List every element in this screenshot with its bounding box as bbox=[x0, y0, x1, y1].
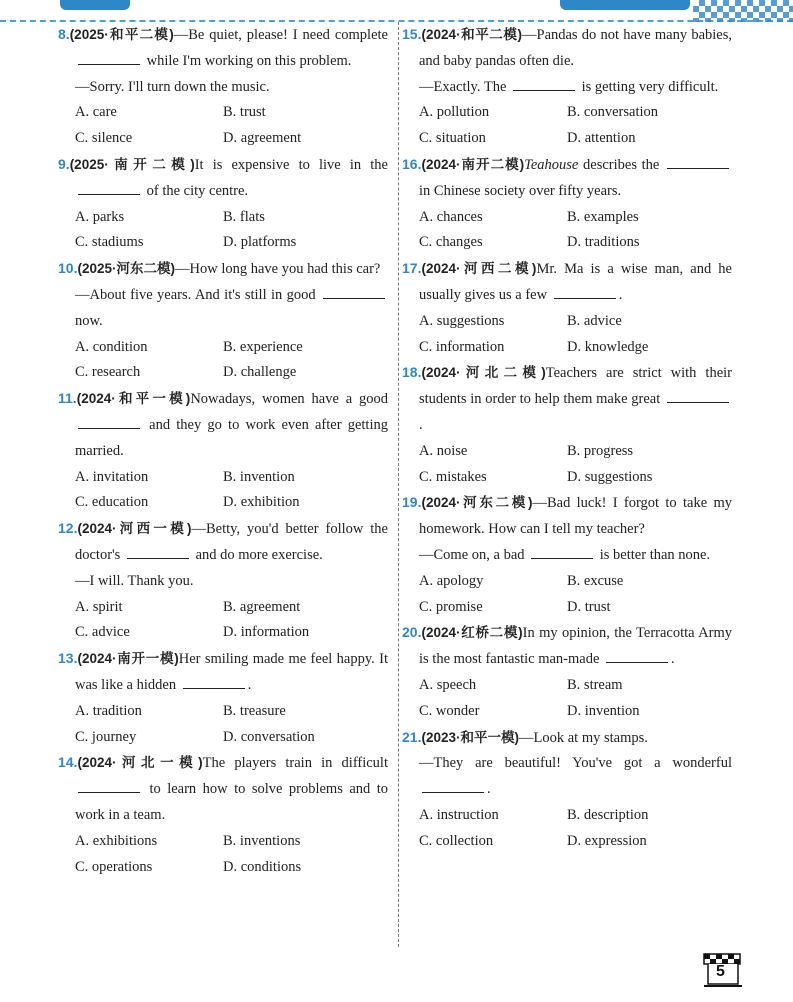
answer-blank[interactable] bbox=[323, 286, 385, 299]
answer-option[interactable]: A. invitation bbox=[75, 468, 149, 485]
question-stem bbox=[58, 386, 388, 464]
answer-option[interactable]: A. parks bbox=[75, 208, 125, 225]
question-stem bbox=[402, 256, 732, 309]
question-text: —How long have you had this car? bbox=[175, 261, 381, 278]
question-stem bbox=[402, 360, 732, 438]
question-number: 16. bbox=[402, 155, 422, 172]
answer-option[interactable]: B. conversation bbox=[567, 104, 659, 121]
answer-option[interactable]: B. experience bbox=[223, 338, 303, 355]
question-source: (2024·和平一模) bbox=[76, 391, 191, 407]
answer-option[interactable]: D. trust bbox=[567, 598, 611, 615]
question-stem bbox=[402, 22, 732, 100]
question-text: —Come on, a bad bbox=[419, 546, 529, 563]
question-source: (2024·河西二模) bbox=[421, 261, 537, 277]
answer-blank[interactable] bbox=[78, 780, 140, 793]
question-text: In my opinion, the Terracotta Army is the most fantastic man-made bbox=[419, 625, 732, 668]
answer-blank[interactable] bbox=[78, 416, 140, 429]
answer-option[interactable]: C. stadiums bbox=[75, 234, 144, 251]
answer-option[interactable]: B. description bbox=[567, 806, 649, 823]
question-item bbox=[58, 152, 388, 256]
answer-option[interactable]: C. mistakes bbox=[419, 468, 487, 485]
question-text: . bbox=[419, 416, 423, 433]
question-text: and they go to work even after getting married. bbox=[75, 416, 388, 459]
question-source: (2023·和平一模) bbox=[421, 729, 519, 745]
question-source: (2024·河西一模) bbox=[77, 521, 192, 537]
question-text: Teahouse bbox=[524, 156, 579, 173]
question-stem bbox=[402, 725, 732, 803]
answer-option[interactable]: A. condition bbox=[75, 338, 148, 355]
question-number: 8. bbox=[58, 26, 70, 42]
question-text: while I'm working on this problem. bbox=[143, 52, 352, 69]
checkered-flag-decoration bbox=[693, 0, 793, 22]
answer-option[interactable]: D. traditions bbox=[567, 234, 640, 251]
question-stem bbox=[402, 152, 732, 205]
answer-options bbox=[402, 803, 732, 855]
question-source: (2024·河北一模) bbox=[77, 755, 203, 771]
question-text: Mr. Ma is a wise man, and he usually gives us a few bbox=[419, 261, 732, 303]
question-source: (2025·河东二模) bbox=[77, 261, 175, 277]
question-number: 12. bbox=[58, 520, 78, 537]
question-number: 21. bbox=[402, 728, 422, 745]
question-stem bbox=[58, 646, 388, 699]
answer-options bbox=[402, 569, 732, 621]
answer-option[interactable]: D. knowledge bbox=[567, 338, 649, 355]
question-text: It is expensive to live in the bbox=[194, 156, 388, 173]
answer-option[interactable]: A. spirit bbox=[75, 598, 123, 615]
question-source: (2024·和平二模) bbox=[421, 27, 522, 42]
answer-option[interactable]: B. advice bbox=[567, 312, 622, 329]
question-text: —Sorry. I'll turn down the music. bbox=[75, 78, 270, 95]
answer-option[interactable]: D. attention bbox=[567, 130, 636, 147]
question-item bbox=[58, 22, 388, 152]
question-item bbox=[58, 646, 388, 750]
answer-option[interactable]: C. wonder bbox=[419, 702, 480, 719]
question-text: is getting very difficult. bbox=[578, 78, 719, 95]
answer-options bbox=[402, 309, 732, 361]
question-number: 13. bbox=[58, 650, 78, 667]
question-source: (2024·河北二模) bbox=[421, 365, 546, 381]
question-text: in Chinese society over fifty years. bbox=[419, 182, 622, 199]
page-number: 5 bbox=[716, 963, 725, 980]
question-text: —They are beautiful! You've got a wonderful bbox=[419, 755, 732, 772]
left-question-column bbox=[58, 22, 388, 880]
answer-option[interactable]: D. agreement bbox=[223, 130, 302, 147]
question-stem bbox=[58, 516, 388, 594]
question-text: describes the bbox=[578, 156, 664, 173]
question-item bbox=[58, 516, 388, 646]
answer-option[interactable]: B. examples bbox=[567, 208, 639, 225]
question-item bbox=[402, 490, 732, 620]
answer-option[interactable]: A. suggestions bbox=[419, 312, 505, 329]
question-stem bbox=[58, 256, 388, 334]
question-source: (2024·红桥二模) bbox=[421, 625, 523, 641]
answer-option[interactable]: D. information bbox=[223, 624, 310, 641]
question-stem bbox=[58, 22, 388, 100]
question-text: Teachers are strict with their students in order to help them make great bbox=[419, 365, 732, 408]
answer-option[interactable]: A. chances bbox=[419, 208, 483, 225]
answer-option[interactable]: D. suggestions bbox=[567, 468, 653, 485]
answer-option[interactable]: A. tradition bbox=[75, 702, 142, 719]
column-divider bbox=[398, 22, 399, 947]
header-tab-left bbox=[60, 0, 130, 10]
question-stem bbox=[402, 490, 732, 568]
question-text: . bbox=[671, 651, 675, 668]
question-item bbox=[402, 725, 732, 855]
question-number: 15. bbox=[402, 26, 422, 42]
header-bar bbox=[0, 0, 793, 22]
question-text: —About five years. And it's still in good bbox=[75, 286, 320, 303]
question-text: The players train in difficult bbox=[202, 755, 388, 772]
answer-blank[interactable] bbox=[78, 52, 140, 65]
answer-option[interactable]: C. changes bbox=[419, 234, 483, 251]
answer-option[interactable]: B. progress bbox=[567, 442, 634, 459]
answer-option[interactable]: B. excuse bbox=[567, 572, 624, 589]
question-number: 18. bbox=[402, 364, 422, 381]
answer-blank[interactable] bbox=[606, 650, 668, 663]
answer-options bbox=[58, 335, 388, 387]
answer-option[interactable]: A. pollution bbox=[419, 104, 490, 121]
question-source: (2025·南开二模) bbox=[69, 156, 195, 172]
question-text: —Pandas do not have many babies, and baby pandas often die. bbox=[419, 27, 732, 69]
question-text: now. bbox=[75, 312, 103, 329]
question-item bbox=[58, 386, 388, 516]
question-text: Nowadays, women have a good bbox=[190, 391, 388, 408]
answer-options bbox=[58, 100, 388, 152]
answer-option[interactable]: B. inventions bbox=[223, 832, 301, 849]
answer-option[interactable]: A. noise bbox=[419, 442, 468, 459]
answer-option[interactable]: D. conditions bbox=[223, 858, 302, 875]
question-text: and do more exercise. bbox=[191, 546, 323, 563]
answer-option[interactable]: C. information bbox=[419, 338, 505, 355]
answer-options bbox=[58, 595, 388, 647]
answer-options bbox=[402, 439, 732, 491]
question-number: 17. bbox=[402, 260, 422, 277]
question-item bbox=[402, 152, 732, 256]
answer-blank[interactable] bbox=[531, 546, 593, 559]
answer-options bbox=[58, 465, 388, 517]
answer-option[interactable]: A. apology bbox=[419, 572, 484, 589]
question-item bbox=[402, 360, 732, 490]
answer-options bbox=[402, 205, 732, 257]
question-stem bbox=[58, 152, 388, 205]
question-source: (2024·南开二模) bbox=[421, 156, 525, 172]
right-question-column bbox=[402, 22, 732, 855]
question-source: (2025·和平二模) bbox=[69, 27, 174, 42]
question-item bbox=[58, 256, 388, 386]
answer-option[interactable]: B. stream bbox=[567, 676, 623, 693]
page-number-badge bbox=[702, 952, 746, 988]
answer-blank[interactable] bbox=[667, 390, 729, 403]
question-item bbox=[402, 620, 732, 724]
answer-options bbox=[402, 100, 732, 152]
question-number: 20. bbox=[402, 624, 422, 641]
answer-option[interactable]: C. operations bbox=[75, 858, 153, 875]
answer-option[interactable]: C. education bbox=[75, 494, 149, 511]
question-item bbox=[402, 256, 732, 360]
answer-option[interactable]: C. journey bbox=[75, 728, 137, 745]
question-item bbox=[402, 22, 732, 152]
question-text: . bbox=[247, 676, 252, 693]
answer-option[interactable]: D. challenge bbox=[223, 364, 297, 381]
answer-options bbox=[402, 673, 732, 725]
question-text: is better than none. bbox=[596, 546, 711, 563]
question-text: —Be quiet, please! I need complete bbox=[173, 27, 388, 43]
answer-options bbox=[58, 829, 388, 881]
question-number: 11. bbox=[58, 390, 77, 407]
answer-blank[interactable] bbox=[513, 78, 575, 91]
answer-option[interactable]: A. speech bbox=[419, 676, 477, 693]
answer-option[interactable]: C. silence bbox=[75, 130, 133, 147]
answer-option[interactable]: D. conversation bbox=[223, 728, 315, 745]
answer-option[interactable]: D. platforms bbox=[223, 234, 297, 251]
answer-option[interactable]: B. trust bbox=[223, 104, 266, 121]
answer-option[interactable]: C. situation bbox=[419, 130, 486, 147]
answer-option[interactable]: B. treasure bbox=[223, 702, 286, 719]
question-text: . bbox=[487, 781, 491, 798]
answer-option[interactable]: A. care bbox=[75, 104, 117, 121]
question-text: . bbox=[618, 286, 623, 303]
header-tab-right bbox=[560, 0, 690, 10]
question-source: (2024·南开一模) bbox=[77, 651, 179, 667]
answer-option[interactable]: A. exhibitions bbox=[75, 832, 158, 849]
answer-option[interactable]: B. invention bbox=[223, 468, 295, 485]
question-item bbox=[58, 750, 388, 880]
question-text: —Look at my stamps. bbox=[519, 729, 648, 746]
answer-options bbox=[58, 205, 388, 257]
question-stem bbox=[402, 620, 732, 673]
answer-blank[interactable] bbox=[183, 676, 245, 689]
question-number: 19. bbox=[402, 494, 422, 511]
question-text: Her smiling made me feel happy. It was like a hidden bbox=[75, 651, 388, 693]
answer-blank[interactable] bbox=[667, 156, 729, 169]
question-number: 10. bbox=[58, 260, 78, 277]
answer-option[interactable]: C. research bbox=[75, 364, 141, 381]
question-text: —Exactly. The bbox=[419, 78, 511, 95]
question-text: —Bad luck! I forgot to take my homework. How can I tell my teacher? bbox=[419, 495, 732, 538]
answer-option[interactable]: D. invention bbox=[567, 702, 640, 719]
question-text: —Betty, you'd better follow the doctor's bbox=[75, 521, 388, 563]
answer-option[interactable]: D. expression bbox=[567, 832, 647, 849]
answer-options bbox=[58, 699, 388, 751]
answer-blank[interactable] bbox=[127, 546, 189, 559]
answer-option[interactable]: D. exhibition bbox=[223, 494, 300, 511]
question-text: to learn how to solve problems and to work in a team. bbox=[75, 781, 388, 823]
question-stem bbox=[58, 750, 388, 828]
answer-option[interactable]: A. instruction bbox=[419, 806, 499, 823]
answer-option[interactable]: C. promise bbox=[419, 598, 483, 615]
question-number: 9. bbox=[58, 155, 70, 172]
question-text: of the city centre. bbox=[143, 182, 249, 199]
answer-blank[interactable] bbox=[554, 286, 616, 299]
question-number: 14. bbox=[58, 754, 78, 771]
answer-option[interactable]: C. advice bbox=[75, 624, 130, 641]
answer-blank[interactable] bbox=[78, 182, 140, 195]
question-source: (2024·河东二模) bbox=[421, 495, 533, 511]
answer-option[interactable]: C. collection bbox=[419, 832, 494, 849]
answer-option[interactable]: B. agreement bbox=[223, 598, 301, 615]
question-text: —I will. Thank you. bbox=[75, 572, 194, 589]
answer-option[interactable]: B. flats bbox=[223, 208, 265, 225]
answer-blank[interactable] bbox=[422, 780, 484, 793]
